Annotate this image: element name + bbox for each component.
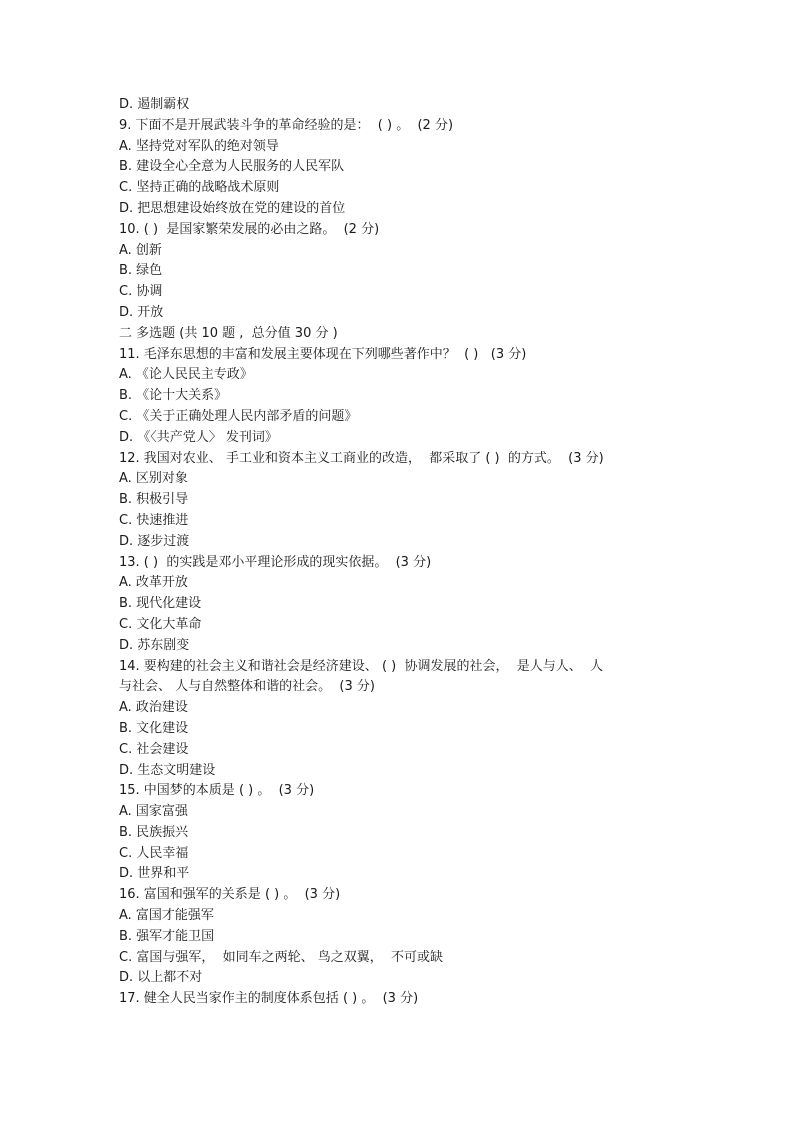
- section-heading-multiple-choice: 二 多选题 (共 10 题 , 总分值 30 分 ): [119, 325, 338, 341]
- option-14d: D. 生态文明建设: [119, 762, 216, 778]
- option-12a: A. 区别对象: [119, 471, 188, 487]
- option-9a: A. 坚持党对军队的绝对领导: [119, 138, 279, 154]
- option-10a: A. 创新: [119, 242, 162, 258]
- option-9d: D. 把思想建设始终放在党的建设的首位: [119, 200, 346, 216]
- option-10b: B. 绿色: [119, 263, 163, 279]
- option-12c: C. 快速推进: [119, 512, 189, 528]
- question-13: 13. ( ) 的实践是邓小平理论形成的现实依据。 (3 分): [119, 554, 432, 570]
- option-15b: B. 民族振兴: [119, 824, 189, 840]
- question-9: 9. 下面不是开展武装斗争的革命经验的是： ( ) 。 (2 分): [119, 117, 454, 133]
- question-12: 12. 我国对农业、 手工业和资本主义工商业的改造， 都采取了 ( ) 的方式。 (3 分): [119, 450, 604, 466]
- option-14b: B. 文化建设: [119, 720, 189, 736]
- question-17: 17. 健全人民当家作主的制度体系包括 ( ) 。 (3 分): [119, 991, 419, 1007]
- option-16d: D. 以上都不对: [119, 970, 203, 986]
- question-15: 15. 中国梦的本质是 ( ) 。 (3 分): [119, 783, 315, 799]
- option-12d: D. 逐步过渡: [119, 533, 190, 549]
- option-14c: C. 社会建设: [119, 741, 189, 757]
- option-15d: D. 世界和平: [119, 866, 190, 882]
- option-16a: A. 富国才能强军: [119, 908, 214, 924]
- question-10: 10. ( ) 是国家繁荣发展的必由之路。 (2 分): [119, 221, 380, 237]
- option-13b: B. 现代化建设: [119, 596, 202, 612]
- option-9c: C. 坚持正确的战略战术原则: [119, 180, 280, 196]
- option-16b: B. 强军才能卫国: [119, 928, 215, 944]
- option-8d: D. 遏制霸权: [119, 97, 190, 112]
- document-page: [119, 95, 679, 1010]
- option-11c: C. 《关于正确处理人民内部矛盾的问题》: [119, 408, 358, 424]
- question-11: 11. 毛泽东思想的丰富和发展主要体现在下列哪些著作中？ ( ) (3 分): [119, 346, 527, 362]
- option-11a: A. 《论人民民主专政》: [119, 367, 253, 383]
- option-13a: A. 改革开放: [119, 575, 188, 591]
- question-14-line-1: 14. 要构建的社会主义和谐社会是经济建设、 ( ) 协调发展的社会， 是人与人、 人: [119, 658, 604, 674]
- question-16: 16. 富国和强军的关系是 ( ) 。 (3 分): [119, 887, 341, 903]
- option-14a: A. 政治建设: [119, 700, 188, 716]
- option-13c: C. 文化大革命: [119, 616, 202, 632]
- question-14-line-2: 与社会、 人与自然整体和谐的社会。 (3 分): [119, 679, 375, 695]
- option-11b: B. 《论十大关系》: [119, 388, 228, 404]
- option-10c: C. 协调: [119, 284, 163, 300]
- option-15c: C. 人民幸福: [119, 845, 189, 861]
- option-13d: D. 苏东剧变: [119, 637, 190, 653]
- option-9b: B. 建设全心全意为人民服务的人民军队: [119, 159, 345, 175]
- option-15a: A. 国家富强: [119, 804, 188, 820]
- option-12b: B. 积极引导: [119, 492, 189, 508]
- option-11d: D. 《〈共产党人〉 发刊词》: [119, 429, 278, 445]
- option-10d: D. 开放: [119, 304, 164, 320]
- option-16c: C. 富国与强军， 如同车之两轮、 鸟之双翼， 不可或缺: [119, 949, 444, 965]
